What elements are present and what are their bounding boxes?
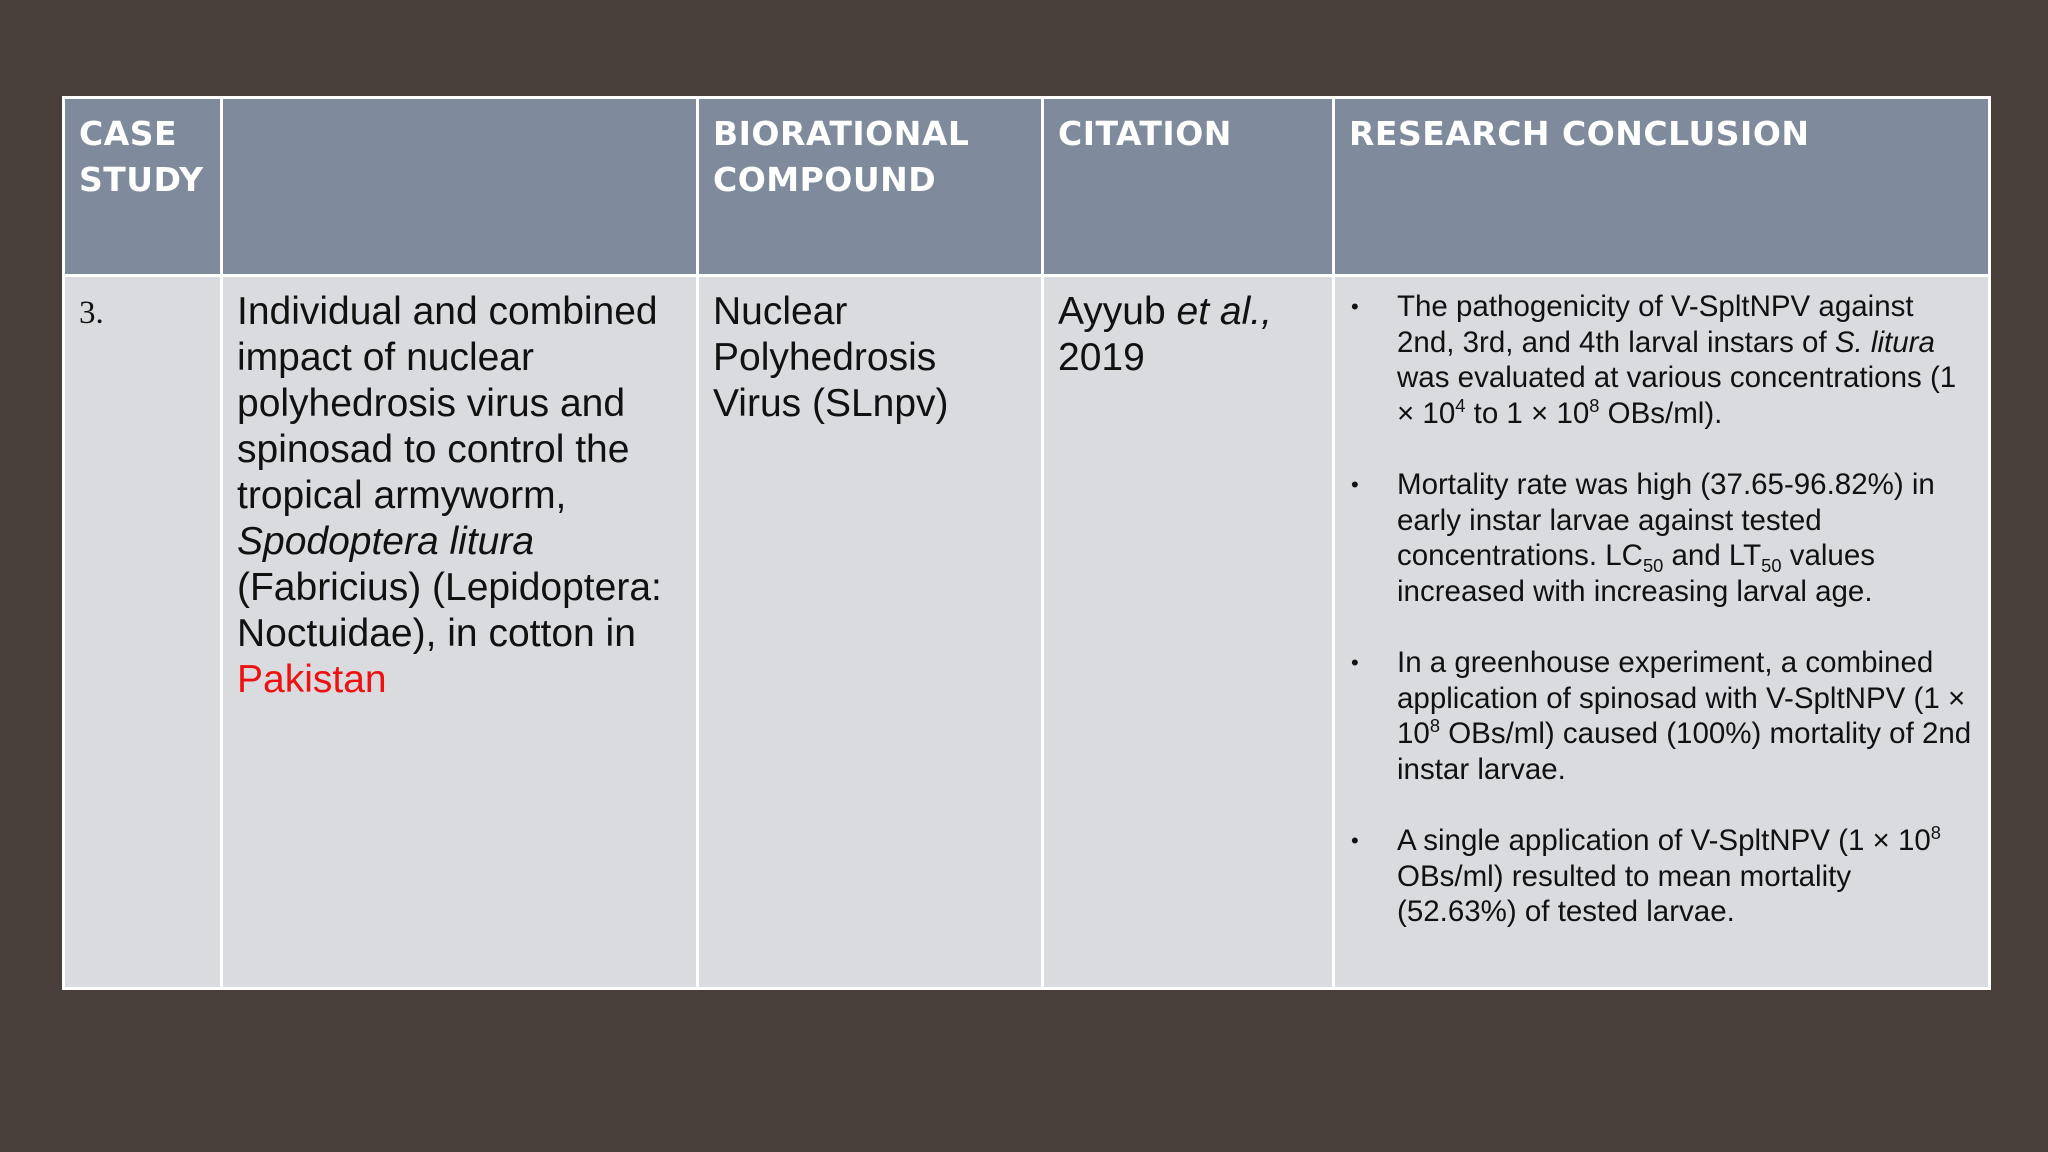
bullet-icon: • — [1351, 828, 1359, 853]
conclusion-3-text-a: In a greenhouse experiment, a combined application of spinosad with V-SpltNPV (1 × 10 — [1397, 646, 1966, 750]
bullet-icon: • — [1351, 472, 1359, 497]
list-item — [1349, 467, 1974, 609]
header-citation-label: CITATION — [1058, 114, 1232, 153]
conclusion-1-text-a: The pathogenicity of V-SpltNPV against 2nd, 3rd, and 4th larval instars of — [1397, 290, 1914, 359]
citation-author: Ayyub — [1058, 290, 1166, 333]
bullet-icon: • — [1351, 650, 1359, 675]
list-item — [1349, 645, 1974, 787]
header-compound-label: BIORATIONAL COMPOUND — [713, 114, 970, 199]
header-conclusion-label: RESEARCH CONCLUSION — [1349, 114, 1810, 153]
case-study-table — [62, 96, 1991, 990]
compound-name: Nuclear Polyhedrosis Virus (SLnpv) — [713, 290, 949, 425]
case-number-cell — [64, 276, 222, 989]
header-research-conclusion — [1334, 98, 1990, 276]
conclusion-2-text-b: and LT — [1663, 539, 1762, 572]
conclusion-3-text-b: OBs/ml) caused (100%) mortality of 2nd instar larvae. — [1397, 717, 1972, 786]
study-title-part1: Individual and combined impact of nuclear polyhedrosis virus and spinosad to control the tropical armyworm, — [237, 290, 658, 517]
citation-cell — [1043, 276, 1334, 989]
conclusion-2-text-c: values increased with increasing larval age. — [1397, 539, 1875, 608]
table-row — [64, 276, 1990, 989]
conclusion-1-text-b: was evaluated at various concentrations (1 × 10 — [1397, 361, 1957, 430]
citation-year: 2019 — [1058, 336, 1145, 379]
list-item — [1349, 823, 1974, 930]
conclusion-1-species: S. litura — [1834, 325, 1935, 359]
list-item — [1349, 289, 1974, 431]
conclusion-cell — [1334, 276, 1990, 989]
header-case-study — [64, 98, 222, 276]
compound-cell — [698, 276, 1043, 989]
table-header-row — [64, 98, 1990, 276]
conclusion-4-text-b: OBs/ml) resulted to mean mortality (52.63%) of tested larvae. — [1397, 859, 1852, 928]
header-title — [222, 98, 698, 276]
conclusion-4-sup-1: 8 — [1930, 822, 1941, 844]
conclusion-1-text-c: to 1 × 10 — [1465, 396, 1590, 430]
header-case-study-label: CASE STUDY — [79, 114, 204, 199]
conclusion-4-text-a: A single application of V-SpltNPV (1 × 10 — [1397, 824, 1931, 857]
species-name: Spodoptera litura — [237, 520, 535, 563]
conclusion-2-text-a: Mortality rate was high (37.65-96.82%) in early instar larvae against tested concentrations. LC — [1397, 468, 1935, 572]
study-title-part2: (Fabricius) (Lepidoptera: Noctuidae), in cotton in — [237, 566, 662, 655]
conclusion-1-text-d: OBs/ml). — [1599, 396, 1723, 430]
bullet-icon: • — [1351, 294, 1359, 319]
study-title-cell — [222, 276, 698, 989]
header-citation — [1043, 98, 1334, 276]
conclusion-3-sup-1: 8 — [1429, 715, 1440, 737]
conclusion-1-sup-2: 8 — [1589, 394, 1600, 416]
conclusion-2-sub-1: 50 — [1642, 554, 1664, 576]
conclusion-list — [1349, 289, 1974, 930]
country-name: Pakistan — [237, 658, 387, 701]
conclusion-1-sup-1: 4 — [1455, 394, 1466, 416]
conclusion-2-sub-2: 50 — [1761, 554, 1782, 576]
header-biorational-compound — [698, 98, 1043, 276]
citation-etal: et al., — [1176, 290, 1272, 333]
case-number: 3. — [79, 295, 104, 331]
